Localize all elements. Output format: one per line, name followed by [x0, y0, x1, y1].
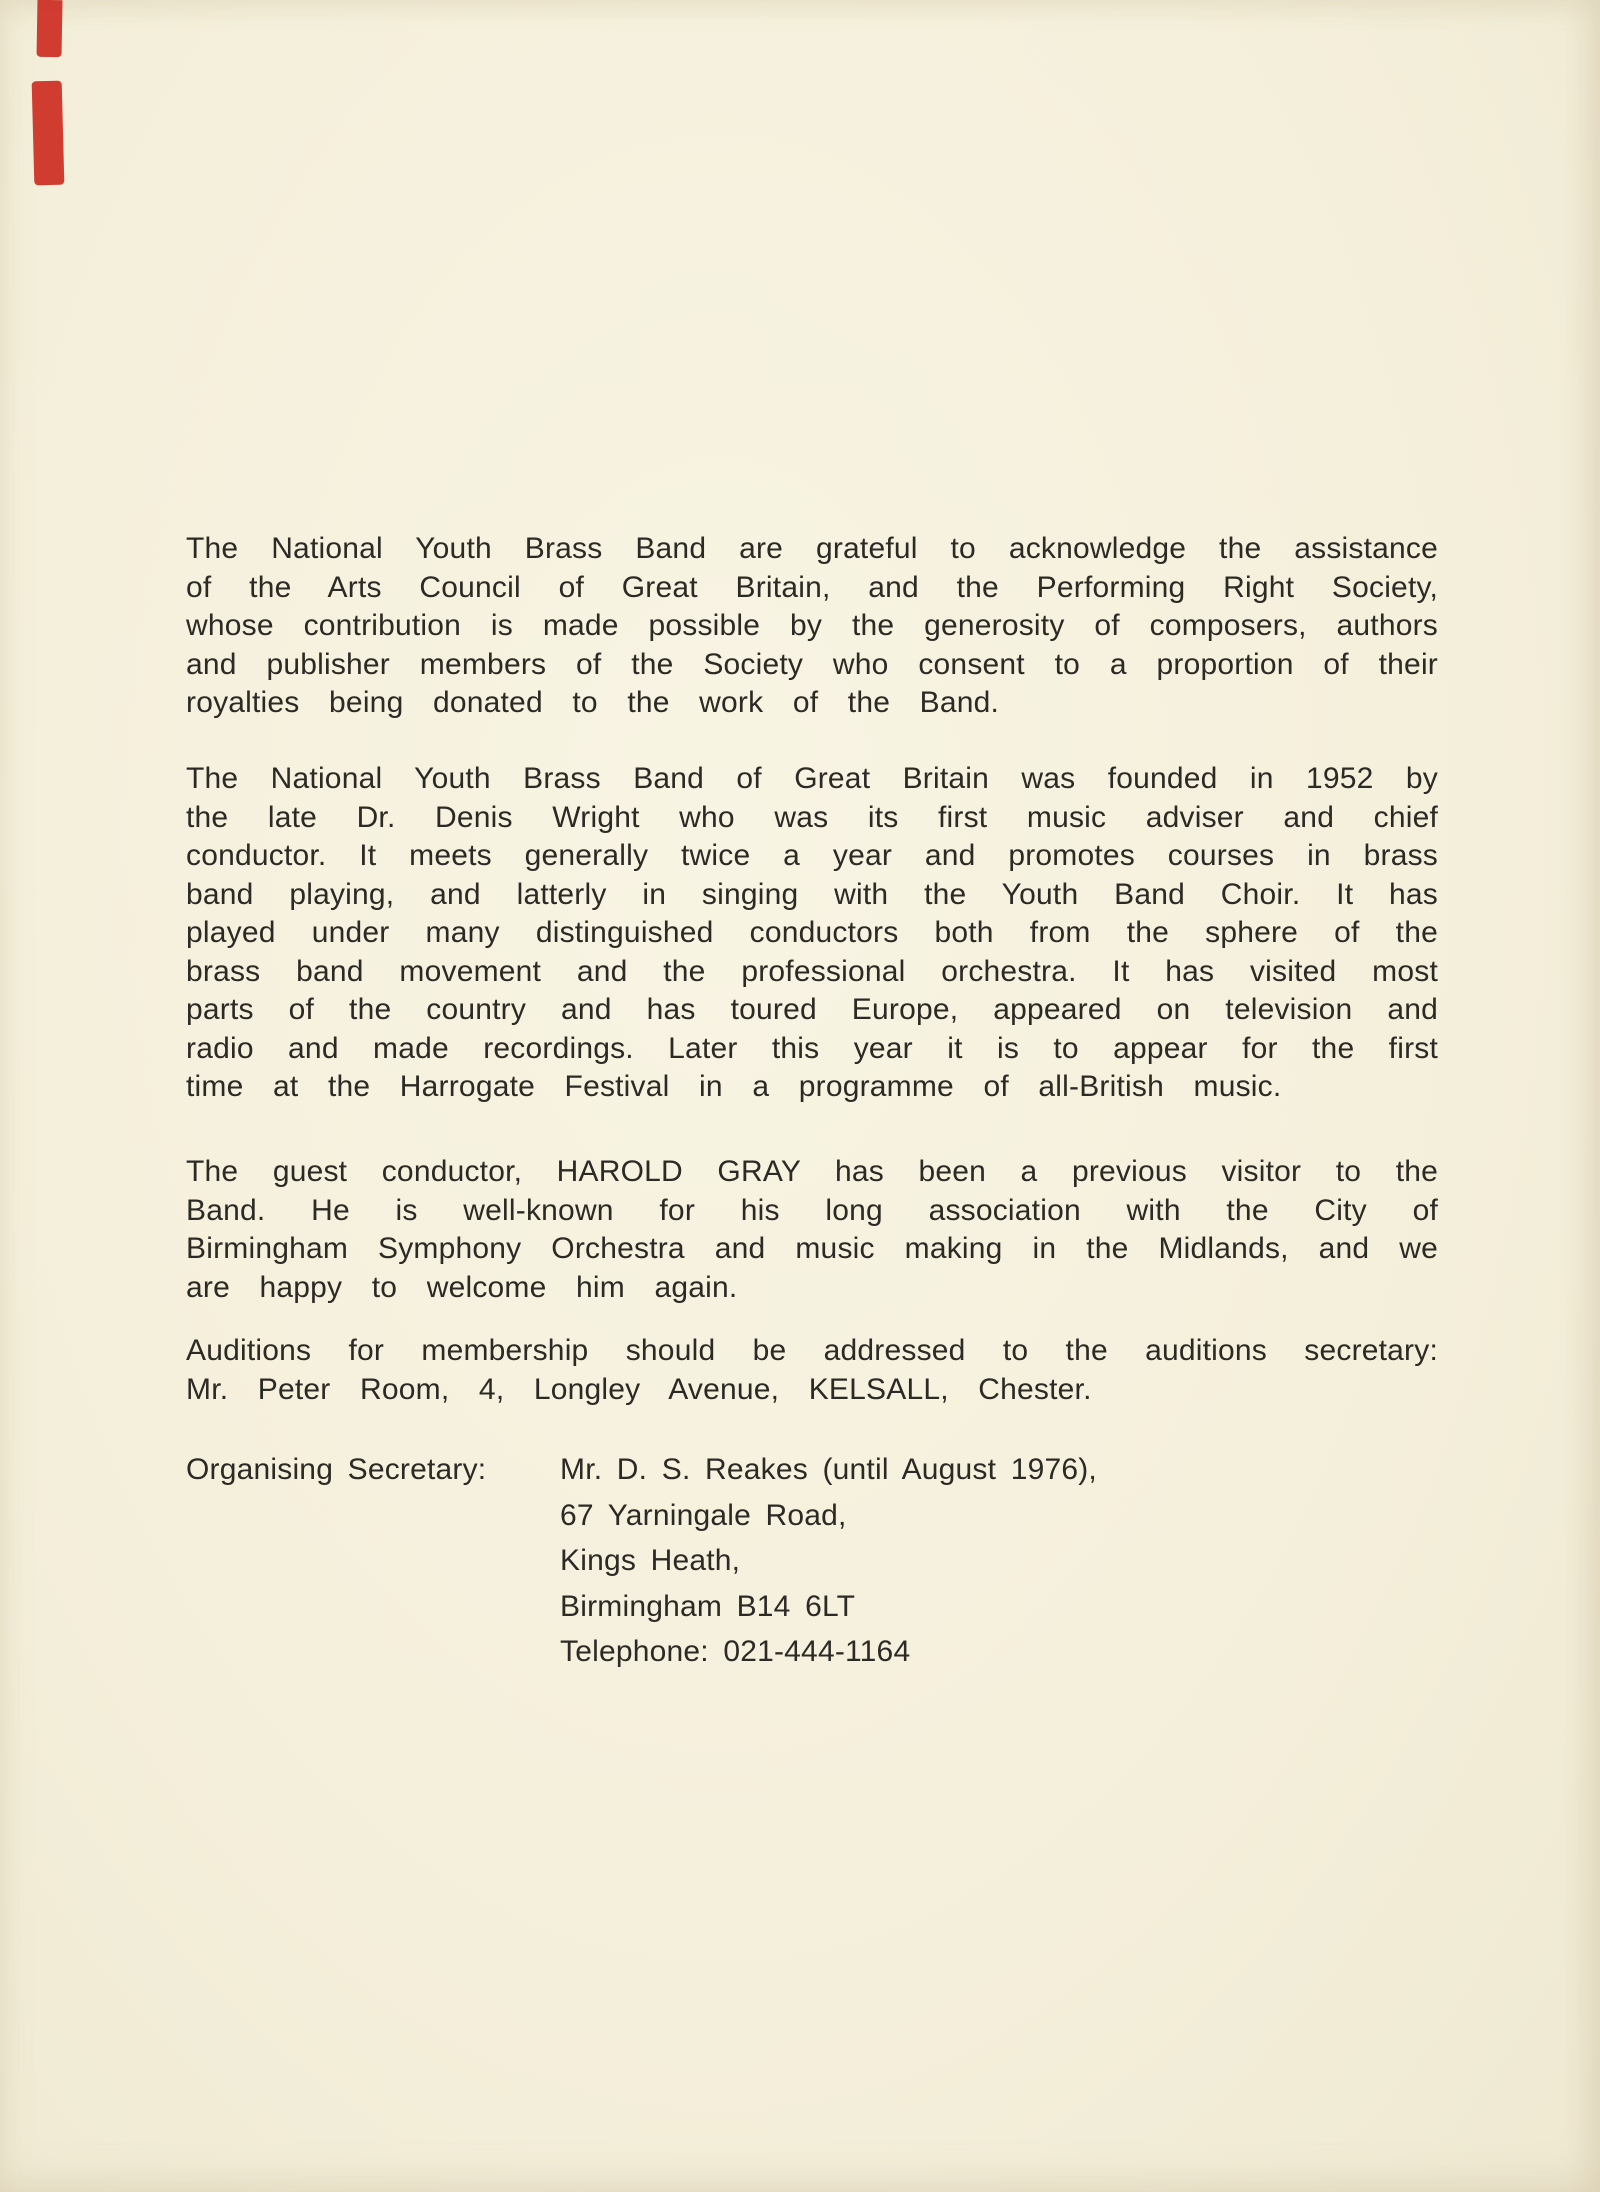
paragraph-acknowledgement: The National Youth Brass Band are grateful to acknowledge the assistance of the Arts Council of Great Britain, and the Performing Right Society, whose contribution is made possible by the generosity of composers, authors and publisher members of the Society who consent to a proportion of their royalties being donated to the work of the Band.: [186, 532, 1438, 719]
paragraph-auditions: Auditions for membership should be addressed to the auditions secretary: Mr. Peter Room, 4, Longley Avenue, KELSALL, Chester.: [186, 1334, 1438, 1406]
paragraph-guest-conductor: The guest conductor, HAROLD GRAY has been a previous visitor to the Band. He is well-known for his long association with the City of Birmingham Symphony Orchestra and music making in the Midlands, and we are happy to welcome him again.: [186, 1155, 1438, 1304]
organising-secretary-address: [560, 1447, 1097, 1675]
secretary-city-postcode-line: Birmingham B14 6LT: [560, 1589, 856, 1623]
organising-secretary-label: Organising Secretary:: [186, 1453, 487, 1486]
red-edge-mark-bottom: [32, 81, 65, 186]
secretary-telephone-line: Telephone: 021-444-1164: [560, 1635, 911, 1668]
red-edge-mark-top: [37, 0, 63, 57]
secretary-name-line: Mr. D. S. Reakes (until August 1976),: [560, 1453, 1097, 1486]
paragraph-band-history: The National Youth Brass Band of Great Britain was founded in 1952 by the late Dr. Denis Wright who was its first music adviser and chief conductor. It meets generally twice a year and promotes courses in brass band playing, and latterly in singing with the Youth Band Choir. It has played under many distinguished conductors both from the sphere of the brass band movement and the professional orchestra. It has visited most parts of the country and has toured Europe, appeared on television and radio and made recordings. Later this year it is to appear for the first time at the Harrogate Festival in a programme of all-British music.: [186, 762, 1438, 1103]
secretary-street-line: 67 Yarningale Road,: [560, 1498, 847, 1532]
secretary-district-line: Kings Heath,: [560, 1544, 741, 1577]
